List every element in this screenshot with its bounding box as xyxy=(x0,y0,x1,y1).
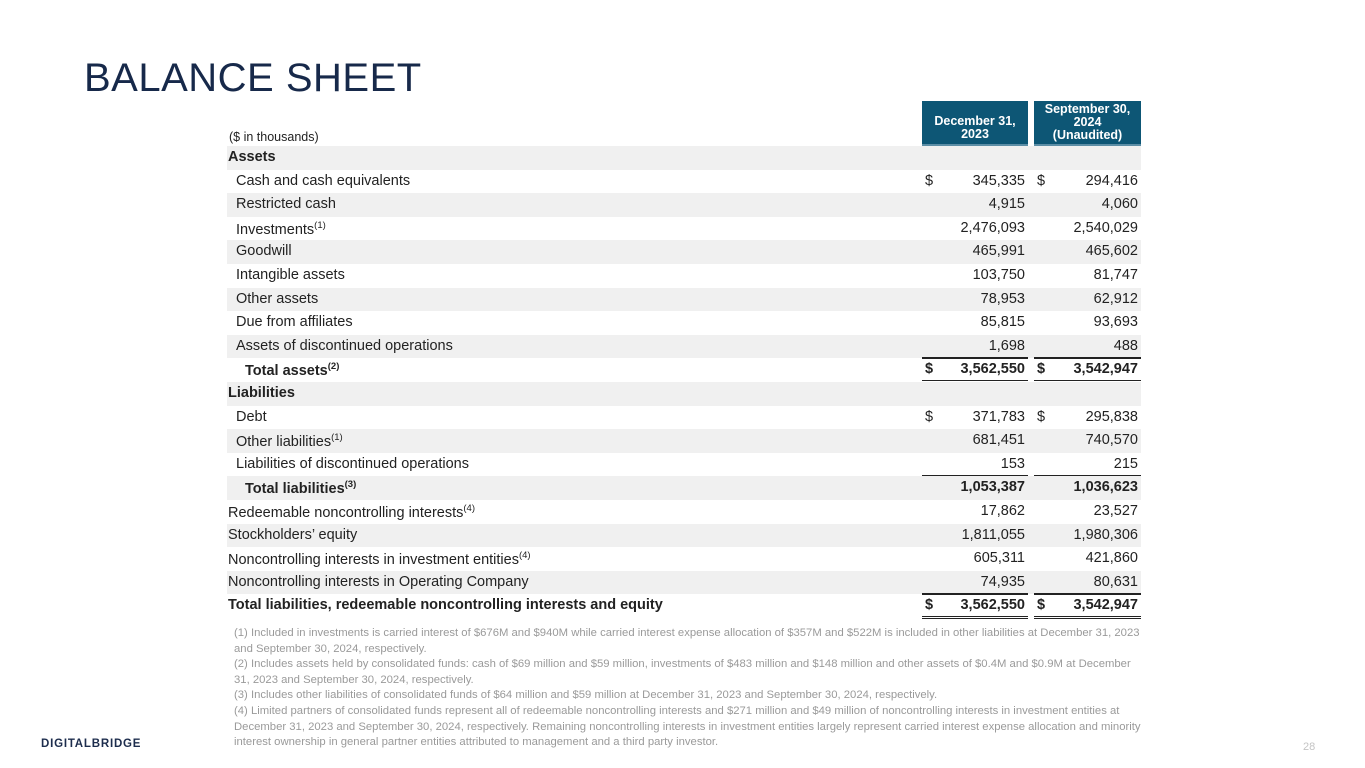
value-cell xyxy=(922,173,1028,192)
row-label-text: Total assets xyxy=(245,363,328,380)
row-label-text: Redeemable noncontrolling interests xyxy=(228,504,464,521)
row-label xyxy=(228,527,357,543)
currency-symbol: $ xyxy=(925,361,934,378)
value-cell xyxy=(922,503,1028,522)
row-label xyxy=(228,503,475,521)
value: 3,562,550 xyxy=(960,597,1025,614)
value: 85,815 xyxy=(980,314,1025,331)
value-cell xyxy=(1034,358,1141,383)
column-header-line: September 30, xyxy=(1044,102,1131,116)
row-label xyxy=(236,456,469,472)
value-cell xyxy=(922,291,1028,310)
value-cell xyxy=(922,479,1028,498)
page-number: 28 xyxy=(1303,741,1316,753)
value: 1,036,623 xyxy=(1073,479,1138,496)
value: 4,915 xyxy=(988,196,1025,213)
column-header-line: (Unaudited) xyxy=(1052,128,1123,142)
footnote-ref: (4) xyxy=(518,550,531,562)
value-cell xyxy=(922,432,1028,451)
value-cell xyxy=(922,220,1028,239)
value: 1,053,387 xyxy=(960,479,1025,496)
row-label-text: Total liabilities xyxy=(245,481,345,498)
digitalbridge-logo: DIGITALBRIDGE xyxy=(41,738,142,750)
table-row xyxy=(227,240,1141,264)
row-label xyxy=(228,574,529,590)
row-label xyxy=(228,149,276,165)
value-cell xyxy=(922,196,1028,215)
value: 80,631 xyxy=(1093,573,1138,590)
row-label xyxy=(236,409,267,425)
table-row xyxy=(227,170,1141,194)
row-label xyxy=(236,291,318,307)
value-cell xyxy=(1034,550,1141,569)
footnote-ref: (1) xyxy=(331,432,343,444)
table-row xyxy=(227,311,1141,335)
table-row xyxy=(227,453,1141,477)
value-cell xyxy=(1034,453,1141,476)
footnote: (2) Includes assets held by consolidated funds: cash of $69 million and $59 million, investments of $483 million and $148 million and other assets of $0.4M and $0.9M at December 31, 2023 and September 30, 2024, respectively. xyxy=(234,658,1131,686)
value: 3,562,550 xyxy=(960,361,1025,378)
value-cell xyxy=(922,594,1028,619)
value-cell xyxy=(1034,173,1141,192)
value-cell xyxy=(922,550,1028,569)
value: 1,698 xyxy=(988,337,1025,354)
value: 294,416 xyxy=(1085,172,1138,189)
row-label-text: Debt xyxy=(236,408,267,425)
value-cell xyxy=(1034,594,1141,619)
column-header-line: 2024 xyxy=(1073,115,1102,129)
value-cell xyxy=(1034,527,1141,546)
row-label xyxy=(236,432,343,450)
table-row xyxy=(227,547,1141,571)
value: 78,953 xyxy=(980,290,1025,307)
value-cell xyxy=(1034,432,1141,451)
column-header-sep-2024 xyxy=(1034,101,1141,146)
value: 421,860 xyxy=(1085,550,1138,567)
row-label-text: Assets of discontinued operations xyxy=(236,337,453,354)
table-row xyxy=(227,406,1141,430)
table-row xyxy=(227,217,1141,241)
value: 295,838 xyxy=(1085,408,1138,425)
row-label-text: Liabilities xyxy=(228,384,295,401)
currency-symbol: $ xyxy=(1037,361,1046,378)
value: 605,311 xyxy=(973,550,1025,567)
value: 153 xyxy=(1000,455,1025,472)
currency-symbol: $ xyxy=(1037,172,1046,189)
footnote: (1) Included in investments is carried interest of $676M and $940M while carried interest expense allocation of $357M and $522M is included in other liabilities at December 31, 2023 and September 30, 2024, respectively. xyxy=(234,627,1140,655)
row-label xyxy=(236,314,353,330)
row-label xyxy=(236,196,336,212)
row-label-text: Intangible assets xyxy=(236,266,345,283)
table-row xyxy=(227,524,1141,548)
value: 1,980,306 xyxy=(1073,526,1138,543)
value: 465,991 xyxy=(972,243,1025,260)
value: 681,451 xyxy=(972,432,1025,449)
value: 4,060 xyxy=(1101,196,1138,213)
row-label xyxy=(236,173,410,189)
row-label xyxy=(245,479,356,497)
table-row xyxy=(227,594,1141,618)
value: 74,935 xyxy=(980,573,1025,590)
table-row xyxy=(227,500,1141,524)
value-cell xyxy=(922,335,1028,358)
currency-symbol: $ xyxy=(925,597,934,614)
currency-symbol: $ xyxy=(925,172,934,189)
value-cell xyxy=(1034,314,1141,333)
currency-symbol: $ xyxy=(1037,408,1046,425)
value: 3,542,947 xyxy=(1073,361,1138,378)
row-label-text: Cash and cash equivalents xyxy=(236,172,411,189)
table-row xyxy=(227,193,1141,217)
page-title: BALANCE SHEET xyxy=(84,56,422,100)
value-cell xyxy=(922,267,1028,286)
footnote: (3) Includes other liabilities of consolidated funds of $64 million and $59 million at December 31, 2023 and September 30, 2024, respectively. xyxy=(234,689,938,702)
column-header-dec-2023 xyxy=(922,101,1028,146)
value-cell xyxy=(1034,196,1141,215)
value: 93,693 xyxy=(1093,314,1138,331)
value-cell xyxy=(922,243,1028,262)
row-label xyxy=(236,220,326,238)
value-cell xyxy=(1034,335,1141,358)
row-label-text: Noncontrolling interests in investment entities xyxy=(228,551,519,568)
column-header-line: 2023 xyxy=(961,126,989,141)
balance-sheet-table xyxy=(227,101,1141,618)
value-cell xyxy=(1034,571,1141,594)
row-label-text: Due from affiliates xyxy=(236,314,353,331)
value-cell xyxy=(922,409,1028,428)
value: 465,602 xyxy=(1085,243,1138,260)
value: 488 xyxy=(1113,337,1138,354)
units-label: ($ in thousands) xyxy=(229,130,319,144)
row-label-text: Other assets xyxy=(236,290,319,307)
table-row xyxy=(227,476,1141,500)
table-header xyxy=(227,101,1141,146)
row-label xyxy=(236,338,453,354)
currency-symbol: $ xyxy=(1037,597,1046,614)
table-row xyxy=(227,146,1141,170)
value-cell xyxy=(1034,243,1141,262)
value-cell xyxy=(1034,479,1141,498)
table-row xyxy=(227,288,1141,312)
table-row xyxy=(227,382,1141,406)
footnote-ref: (3) xyxy=(344,479,357,491)
value-cell xyxy=(1034,291,1141,310)
row-label xyxy=(236,243,292,259)
value: 740,570 xyxy=(1085,432,1138,449)
table-row xyxy=(227,358,1141,382)
value-cell xyxy=(922,358,1028,383)
footnotes xyxy=(234,626,1144,751)
value-cell xyxy=(1034,503,1141,522)
row-label-text: Stockholders’ equity xyxy=(228,526,358,543)
value-cell xyxy=(922,527,1028,546)
value: 371,783 xyxy=(972,408,1025,425)
footnote-ref: (1) xyxy=(314,219,326,231)
table-row xyxy=(227,335,1141,359)
row-label-text: Restricted cash xyxy=(236,196,336,213)
row-label-text: Investments xyxy=(236,221,315,238)
footnote-ref: (2) xyxy=(327,361,340,373)
value: 2,476,093 xyxy=(960,219,1025,236)
value: 2,540,029 xyxy=(1073,219,1138,236)
value-cell xyxy=(922,453,1028,476)
value: 1,811,055 xyxy=(961,526,1025,543)
row-label-text: Other liabilities xyxy=(236,433,332,450)
row-label xyxy=(228,597,663,613)
footnote-ref: (4) xyxy=(463,502,475,514)
value: 23,527 xyxy=(1093,502,1138,519)
row-label-text: Noncontrolling interests in Operating Company xyxy=(228,573,529,590)
row-label-text: Assets xyxy=(228,149,276,165)
value-cell xyxy=(1034,409,1141,428)
row-label xyxy=(228,385,295,401)
value: 103,750 xyxy=(972,266,1025,283)
row-label-text: Total liabilities, redeemable noncontrolling interests and equity xyxy=(228,597,663,614)
column-header-line: December 31, xyxy=(934,113,1016,128)
value: 345,335 xyxy=(972,172,1025,189)
value: 3,542,947 xyxy=(1073,597,1138,614)
table-row xyxy=(227,571,1141,595)
value: 62,912 xyxy=(1093,290,1138,307)
value: 17,862 xyxy=(980,502,1025,519)
row-label xyxy=(236,267,345,283)
table-body xyxy=(227,146,1141,618)
value-cell xyxy=(1034,220,1141,239)
value-cell xyxy=(922,314,1028,333)
value-cell xyxy=(922,571,1028,594)
row-label xyxy=(228,550,531,568)
currency-symbol: $ xyxy=(925,408,934,425)
table-row xyxy=(227,429,1141,453)
table-row xyxy=(227,264,1141,288)
row-label xyxy=(245,361,339,379)
value: 81,747 xyxy=(1093,266,1138,283)
value-cell xyxy=(1034,267,1141,286)
row-label-text: Liabilities of discontinued operations xyxy=(236,455,469,472)
value: 215 xyxy=(1113,455,1138,472)
row-label-text: Goodwill xyxy=(236,243,292,260)
footnote: (4) Limited partners of consolidated funds represent all of redeemable noncontrolling interests and $271 million and $49 million of noncontrolling interests in investment entities at December 31, 2023 and September 30, 2024, respectively. Remaining noncontrolling interests in investment entities largely represent carried interest expense allocation and minority interest ownership in general partner entities attributed to management and a third party investor. xyxy=(234,704,1141,749)
